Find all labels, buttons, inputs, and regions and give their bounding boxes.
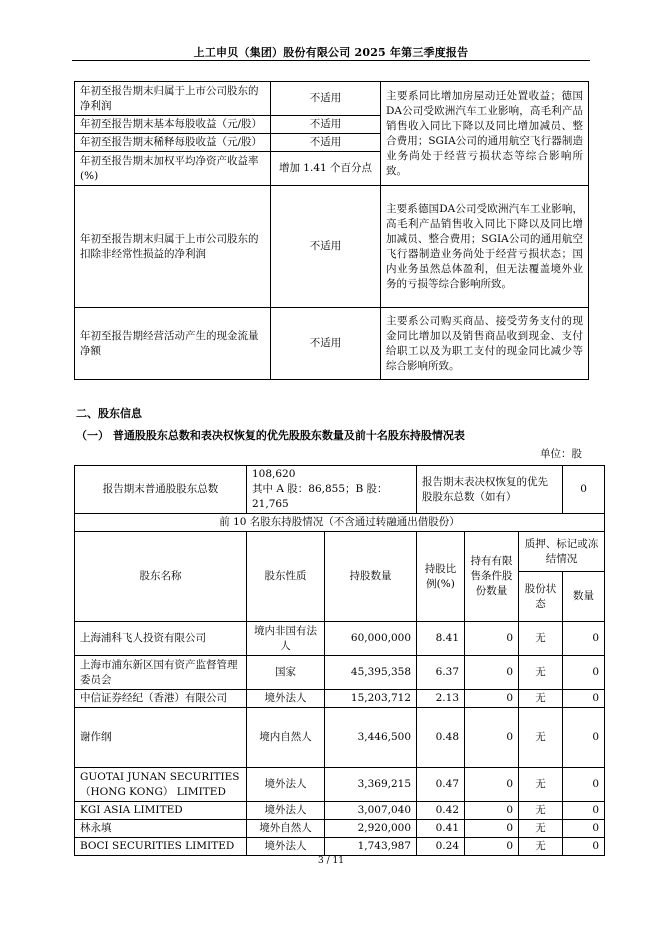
table-row bbox=[75, 768, 605, 802]
indicator-change-value: 增加 1.41 个百分点 bbox=[271, 152, 381, 186]
col-header-name: 股东名称 bbox=[75, 532, 247, 622]
shareholder-nature: 国家 bbox=[247, 656, 325, 690]
table-header-row bbox=[75, 532, 605, 572]
table-row bbox=[75, 802, 605, 820]
shareholder-name: 中信证券经纪（香港）有限公司 bbox=[75, 690, 247, 708]
total-shareholders-breakdown: 其中 A 股：86,855；B 股：21,765 bbox=[252, 483, 388, 510]
page-header-title: 上工申贝（集团）股份有限公司 2025 年第三季度报告 bbox=[193, 46, 469, 59]
shareholder-nature: 境外法人 bbox=[247, 838, 325, 856]
subsection-heading: （一） 普通股股东总数和表决权恢复的优先股股东数量及前十名股东持股情况表 bbox=[76, 429, 465, 442]
shareholder-name: 上海市浦东新区国有资产监督管理委员会 bbox=[75, 656, 247, 690]
shareholder-name: 上海浦科飞人投资有限公司 bbox=[75, 622, 247, 656]
shareholder-total-row bbox=[75, 466, 605, 514]
total-shareholders-value bbox=[247, 466, 417, 514]
shareholder-nature: 境外法人 bbox=[247, 690, 325, 708]
table-row bbox=[75, 838, 605, 856]
shareholder-nature: 境外法人 bbox=[247, 768, 325, 802]
shareholder-ratio: 2.13 bbox=[417, 690, 465, 708]
total-shareholders-number: 108,620 bbox=[252, 468, 296, 480]
total-shareholders-label: 报告期末普通股股东总数 bbox=[75, 466, 247, 514]
shareholder-pledge-status: 无 bbox=[519, 622, 563, 656]
shareholder-shares: 1,743,987 bbox=[325, 838, 417, 856]
shareholder-pledge-count: 0 bbox=[563, 820, 605, 838]
indicator-name: 年初至报告期末归属于上市公司股东的扣除非经常性损益的净利润 bbox=[75, 186, 271, 308]
indicator-name: 年初至报告期末基本每股收益（元/股） bbox=[75, 116, 271, 134]
indicator-change-table bbox=[74, 81, 589, 380]
col-header-nature: 股东性质 bbox=[247, 532, 325, 622]
col-header-pledge-count: 数量 bbox=[563, 572, 605, 622]
table-row bbox=[75, 820, 605, 838]
shareholder-ratio: 0.41 bbox=[417, 820, 465, 838]
shareholder-pledge-status: 无 bbox=[519, 768, 563, 802]
shareholder-shares: 3,446,500 bbox=[325, 708, 417, 768]
shareholder-pledge-status: 无 bbox=[519, 820, 563, 838]
col-header-shares: 持股数量 bbox=[325, 532, 417, 622]
shareholder-restricted: 0 bbox=[465, 768, 519, 802]
shareholder-pledge-status: 无 bbox=[519, 690, 563, 708]
shareholder-name: BOCI SECURITIES LIMITED bbox=[75, 838, 247, 856]
shareholder-pledge-count: 0 bbox=[563, 838, 605, 856]
table-row bbox=[75, 656, 605, 690]
indicator-change-reason: 主要系德国DA公司受欧洲汽车工业影响，高毛利产品销售收入同比下降以及同比增加减员、整合费用；SGIA公司的通用航空飞行器制造业务尚处于经营亏损状态；国内业务虽然总体盈利，但无法覆盖境外业务的亏损等综合影响所致。 bbox=[381, 186, 589, 308]
shareholder-name: 谢作纲 bbox=[75, 708, 247, 768]
shareholder-ratio: 6.37 bbox=[417, 656, 465, 690]
indicator-change-value: 不适用 bbox=[271, 308, 381, 380]
shareholder-shares: 60,000,000 bbox=[325, 622, 417, 656]
shareholder-shares: 3,007,040 bbox=[325, 802, 417, 820]
shareholder-ratio: 0.47 bbox=[417, 768, 465, 802]
shareholder-pledge-count: 0 bbox=[563, 802, 605, 820]
top10-caption-row bbox=[75, 514, 605, 532]
indicator-name: 年初至报告期末加权平均净资产收益率(%) bbox=[75, 152, 271, 186]
shareholder-name: 林永填 bbox=[75, 820, 247, 838]
shareholder-pledge-count: 0 bbox=[563, 768, 605, 802]
table-row bbox=[75, 622, 605, 656]
page-number: 3 / 11 bbox=[318, 856, 344, 866]
header-divider bbox=[72, 60, 590, 61]
shareholder-restricted: 0 bbox=[465, 656, 519, 690]
table-row bbox=[75, 82, 589, 116]
shareholder-name: GUOTAI JUNAN SECURITIES（HONG KONG） LIMITED bbox=[75, 768, 247, 802]
section-heading: 二、股东信息 bbox=[76, 407, 142, 420]
table-row bbox=[75, 308, 589, 380]
table-row bbox=[75, 186, 589, 308]
shareholder-nature: 境外法人 bbox=[247, 802, 325, 820]
shareholder-nature: 境外自然人 bbox=[247, 820, 325, 838]
shareholder-shares: 2,920,000 bbox=[325, 820, 417, 838]
shareholder-restricted: 0 bbox=[465, 690, 519, 708]
shareholder-restricted: 0 bbox=[465, 622, 519, 656]
indicator-change-value: 不适用 bbox=[271, 82, 381, 116]
unit-label: 单位：股 bbox=[540, 448, 582, 460]
indicator-name: 年初至报告期末稀释每股收益（元/股） bbox=[75, 134, 271, 152]
shareholder-restricted: 0 bbox=[465, 838, 519, 856]
shareholder-pledge-count: 0 bbox=[563, 690, 605, 708]
shareholder-pledge-status: 无 bbox=[519, 656, 563, 690]
col-header-restricted: 持有有限售条件股份数量 bbox=[465, 532, 519, 622]
shareholder-pledge-count: 0 bbox=[563, 656, 605, 690]
shareholder-name: KGI ASIA LIMITED bbox=[75, 802, 247, 820]
shareholder-ratio: 0.48 bbox=[417, 708, 465, 768]
shareholder-nature: 境内非国有法人 bbox=[247, 622, 325, 656]
indicator-name: 年初至报告期经营活动产生的现金流量净额 bbox=[75, 308, 271, 380]
indicator-change-value: 不适用 bbox=[271, 116, 381, 134]
top10-caption: 前 10 名股东持股情况（不含通过转融通出借股份） bbox=[75, 514, 605, 532]
col-header-ratio: 持股比例(%) bbox=[417, 532, 465, 622]
shareholder-pledge-count: 0 bbox=[563, 622, 605, 656]
shareholder-pledge-status: 无 bbox=[519, 802, 563, 820]
shareholder-nature: 境内自然人 bbox=[247, 708, 325, 768]
preferred-shareholders-label: 报告期末表决权恢复的优先股股东总数（如有） bbox=[417, 466, 563, 514]
shareholder-ratio: 0.42 bbox=[417, 802, 465, 820]
shareholder-ratio: 0.24 bbox=[417, 838, 465, 856]
shareholder-ratio: 8.41 bbox=[417, 622, 465, 656]
shareholder-table bbox=[74, 465, 605, 856]
shareholder-shares: 15,203,712 bbox=[325, 690, 417, 708]
indicator-change-reason: 主要系同比增加房屋动迁处置收益；德国DA公司受欧洲汽车工业影响，高毛利产品销售收入同比下降以及同比增加减员、整合费用；SGIA公司的通用航空飞行器制造业务尚处于经营亏损状态等综合影响所致。 bbox=[381, 82, 589, 186]
shareholder-restricted: 0 bbox=[465, 708, 519, 768]
shareholder-pledge-status: 无 bbox=[519, 708, 563, 768]
shareholder-shares: 3,369,215 bbox=[325, 768, 417, 802]
shareholder-restricted: 0 bbox=[465, 802, 519, 820]
shareholder-pledge-status: 无 bbox=[519, 838, 563, 856]
table-row bbox=[75, 690, 605, 708]
shareholder-pledge-count: 0 bbox=[563, 708, 605, 768]
col-header-pledge-status: 股份状态 bbox=[519, 572, 563, 622]
shareholder-shares: 45,395,358 bbox=[325, 656, 417, 690]
indicator-change-value: 不适用 bbox=[271, 134, 381, 152]
col-header-pledge: 质押、标记或冻结情况 bbox=[519, 532, 605, 572]
indicator-name: 年初至报告期末归属于上市公司股东的净利润 bbox=[75, 82, 271, 116]
table-row bbox=[75, 708, 605, 768]
indicator-change-value: 不适用 bbox=[271, 186, 381, 308]
preferred-shareholders-value: 0 bbox=[563, 466, 605, 514]
indicator-change-reason: 主要系公司购买商品、接受劳务支付的现金同比增加以及销售商品收到现金、支付给职工以及为职工支付的现金同比减少等综合影响所致。 bbox=[381, 308, 589, 380]
shareholder-restricted: 0 bbox=[465, 820, 519, 838]
